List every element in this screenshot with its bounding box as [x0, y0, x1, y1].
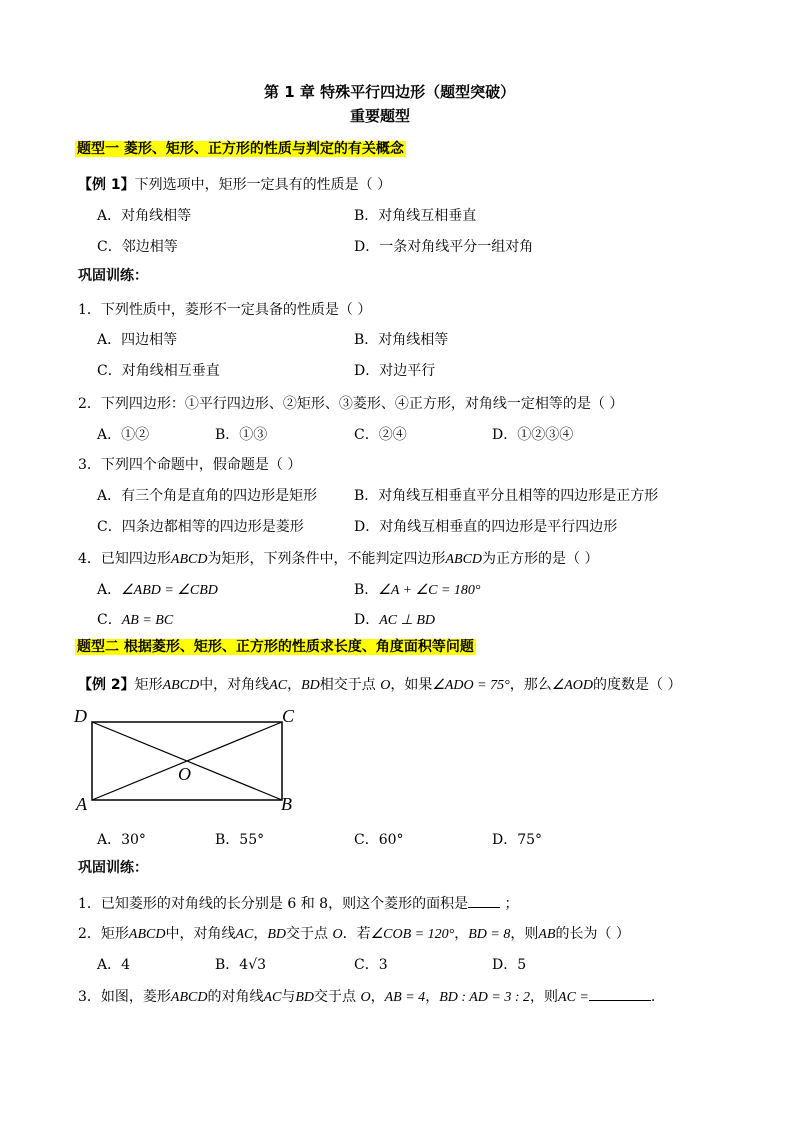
center-label-o: O [178, 764, 191, 784]
section-heading-1: 题型一 菱形、矩形、正方形的性质与判定的有关概念 [77, 141, 404, 157]
example-2-option-a: A．30° [97, 832, 146, 848]
s1-q1-option-c: C．对角线相互垂直 [97, 363, 220, 379]
example-1-stem: 【例 1】下列选项中，矩形一定具有的性质是（ ） [78, 177, 392, 193]
page-subtitle: 重要题型 [350, 107, 411, 125]
section-heading-2: 题型二 根据菱形、矩形、正方形的性质求长度、角度面积等问题 [77, 639, 474, 655]
s2-q2-stem: 2．矩形ABCD中，对角线AC，BD交于点 O．若∠COB = 120°，BD = 8，则AB的长为（ ） [78, 926, 630, 942]
s1-q1-option-a: A．四边相等 [97, 332, 178, 348]
s1-q4-option-a: A．∠ABD = ∠CBD [97, 582, 218, 598]
s1-q4-option-d: D．AC ⊥ BD [354, 612, 435, 628]
rectangle-figure [70, 700, 300, 815]
s1-q3-option-b: B．对角线互相垂直平分且相等的四边形是正方形 [354, 488, 659, 504]
s1-q3-option-a: A．有三个角是直角的四边形是矩形 [97, 488, 318, 504]
s1-q2-option-b: B．①③ [215, 427, 268, 443]
example-1-option-d: D．一条对角线平分一组对角 [354, 239, 534, 255]
example-1-option-b: B．对角线互相垂直 [354, 208, 477, 224]
example-2-option-d: D．75° [492, 832, 543, 848]
s2-q2-option-c: C．3 [354, 957, 388, 973]
practice-label-2: 巩固训练： [78, 860, 148, 876]
s1-q2-option-d: D．①②③④ [492, 427, 574, 443]
page-title: 第 1 章 特殊平行四边形（题型突破） [264, 83, 516, 101]
s1-q2-option-c: C．②④ [354, 427, 407, 443]
answer-blank[interactable] [468, 893, 500, 908]
s2-q2-option-a: A．4 [97, 957, 131, 973]
s2-q2-option-b: B．4√3 [215, 957, 267, 973]
vertex-label-b: B [281, 794, 292, 814]
s1-q1-option-b: B．对角线相等 [354, 332, 449, 348]
s1-q4-option-c: C．AB = BC [97, 612, 174, 628]
example-2-stem: 【例 2】矩形ABCD中，对角线AC，BD相交于点 O，如果∠ADO = 75°，那么∠AOD的度数是（ ） [78, 677, 682, 693]
s1-q4-stem: 4．已知四边形ABCD为矩形，下列条件中，不能判定四边形ABCD为正方形的是（ ） [78, 551, 599, 567]
s1-q2-stem: 2．下列四边形：①平行四边形、②矩形、③菱形、④正方形，对角线一定相等的是（ ） [78, 396, 624, 412]
s1-q3-option-d: D．对角线互相垂直的四边形是平行四边形 [354, 519, 618, 535]
example-1-option-a: A．对角线相等 [97, 208, 192, 224]
s1-q2-option-a: A．①② [97, 427, 150, 443]
s1-q3-option-c: C．四条边都相等的四边形是菱形 [97, 519, 304, 535]
vertex-label-d: D [74, 706, 87, 726]
example-2-option-c: C．60° [354, 832, 404, 848]
vertex-label-a: A [76, 794, 87, 814]
answer-blank-ac[interactable] [589, 986, 651, 1001]
example-1-option-c: C．邻边相等 [97, 239, 178, 255]
s1-q4-option-b: B．∠A + ∠C = 180° [354, 582, 481, 598]
practice-label-1: 巩固训练： [78, 268, 148, 284]
s2-q3-stem: 3．如图，菱形ABCD的对角线AC与BD交于点 O，AB = 4，BD : AD = 3 : 2，则AC = . [78, 986, 655, 1008]
vertex-label-c: C [282, 706, 295, 726]
s1-q1-option-d: D．对边平行 [354, 363, 436, 379]
s1-q3-stem: 3．下列四个命题中，假命题是（ ） [78, 457, 302, 473]
example-2-option-b: B．55° [215, 832, 265, 848]
s2-q2-option-d: D．5 [492, 957, 527, 973]
s2-q1-stem: 1．已知菱形的对角线的长分别是 6 和 8，则这个菱形的面积是 ； [78, 893, 519, 914]
s1-q1-stem: 1．下列性质中，菱形不一定具备的性质是（ ） [78, 302, 372, 318]
